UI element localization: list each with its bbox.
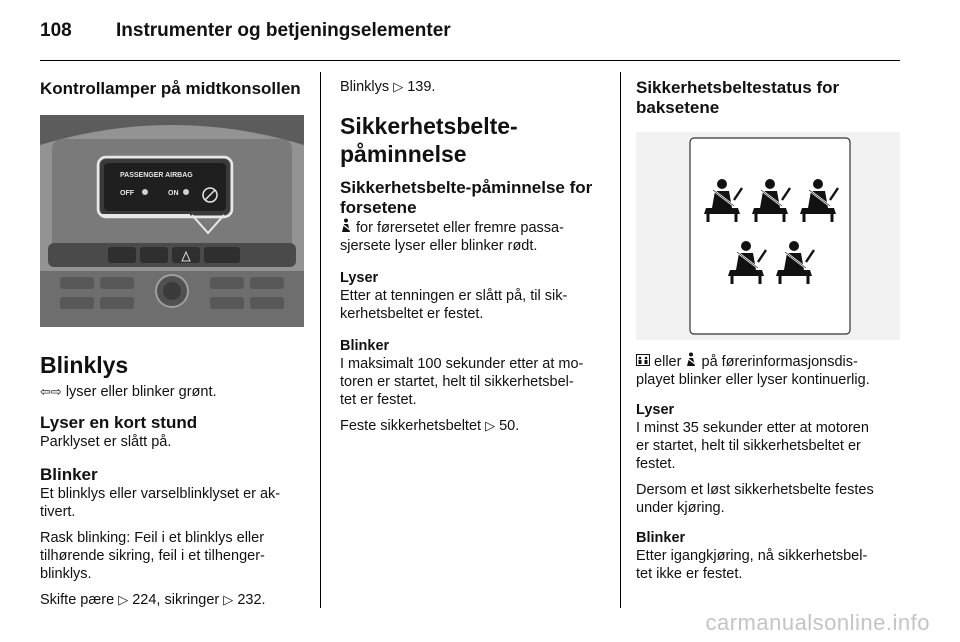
rask-line-3: blinklys. (40, 566, 92, 582)
panel-on-label: ON (168, 190, 179, 197)
lyser-line-2: er startet, helt til sikkerhetsbeltet er (636, 438, 861, 454)
seatbelt-icon (685, 352, 697, 371)
subheading-front-seats-line-2: forsetene (340, 198, 417, 217)
reference-arrow-icon[interactable]: ▷ (223, 592, 234, 607)
subheading-kort-stund: Lyser en kort stund (40, 413, 198, 432)
rask-line-1: Rask blinking: Feil i et blinklys eller (40, 530, 265, 546)
dersom-line-2: under kjøring. (636, 500, 725, 516)
subheading-front-seats-line-1: Sikkerhetsbelte-påminnelse for (340, 178, 593, 197)
page-title: Instrumenter og betjeningselementer (116, 20, 451, 41)
section-title-rear-status-line-1: Sikkerhetsbeltestatus for (636, 78, 840, 97)
rear-intro-line-1: eller på førerinformasjonsdis- (636, 352, 902, 371)
blinker-line-1: I maksimalt 100 sekunder etter at mo- (340, 356, 584, 372)
reference-arrow-icon[interactable]: ▷ (485, 418, 496, 433)
subheading-lyser: Lyser (340, 270, 379, 286)
blinker-line-2: tet ikke er festet. (636, 566, 743, 582)
section-title-blinklys: Blinklys (40, 352, 129, 378)
subheading-lyser: Lyser (636, 402, 675, 418)
column-right (636, 72, 902, 583)
lyser-line-1: Etter at tenningen er slått på, til sik- (340, 288, 568, 304)
reference-arrow-icon[interactable]: ▷ (118, 592, 129, 607)
lyser-line-2: kerhetsbeltet er festet. (340, 306, 484, 322)
front-intro-line-2: sjersete lyser eller blinker rødt. (340, 238, 538, 254)
rask-line-2: tilhørende sikring, feil i et tilhenger- (40, 548, 265, 564)
lyser-line-1: I minst 35 sekunder etter at motoren (636, 420, 869, 436)
section-title-rear-status-line-2: baksetene (636, 98, 720, 117)
header-rule (40, 60, 900, 61)
panel-off-label: OFF (120, 190, 134, 197)
blinker-line-2: toren er startet, helt til sikkerhetsbel- (340, 374, 574, 390)
blinker-text-line-2: tivert. (40, 504, 76, 520)
front-intro-line-1: for førersetet eller fremre passa- (340, 218, 608, 237)
blinker-line-1: Etter igangkjøring, nå sikkerhetsbel- (636, 548, 868, 564)
subheading-blinker: Blinker (340, 338, 390, 354)
seatbelt-icon (340, 218, 352, 237)
blinker-line-3: tet er festet. (340, 392, 417, 408)
rear-intro-line-2: playet blinker eller lyser kontinuerlig. (636, 372, 870, 388)
footer-watermark: carmanualsonline.info (705, 610, 930, 635)
dersom-line-1: Dersom et løst sikkerhetsbelte festes (636, 482, 874, 498)
feste-reference: Feste sikkerhetsbeltet ▷ 50. (340, 418, 520, 434)
subheading-blinker: Blinker (636, 530, 686, 546)
section-title-seatbelt-line-2: påminnelse (340, 141, 467, 167)
turn-signal-icon: ⇦⇨ (40, 384, 62, 399)
lyser-line-3: festet. (636, 456, 676, 472)
panel-airbag-label: PASSENGER AIRBAG (120, 172, 193, 179)
rear-seatbelt-display-illustration (636, 132, 900, 340)
rear-seatbelt-status-figure (636, 132, 900, 340)
kort-stund-text: Parklyset er slått på. (40, 434, 172, 450)
center-console-illustration (40, 115, 304, 327)
column-divider-1 (320, 72, 321, 608)
skifte-text: Skifte pære ▷ 224, sikringer ▷ 232. (40, 592, 266, 608)
page-number: 108 (40, 20, 72, 41)
blinklys-text: ⇦⇨ lyser eller blinker grønt. (40, 384, 217, 400)
column-divider-2 (620, 72, 621, 608)
reference-arrow-icon[interactable]: ▷ (393, 79, 404, 94)
blinker-text-line-1: Et blinklys eller varselblinklyset er ak- (40, 486, 281, 502)
column-left (40, 72, 304, 609)
rear-seatbelt-status-icon (636, 353, 650, 371)
subheading-blinker: Blinker (40, 465, 98, 484)
section-heading-center-console: Kontrollamper på midtkonsollen (40, 79, 301, 98)
column-middle (340, 72, 608, 435)
blinklys-reference: Blinklys ▷ 139. (340, 79, 436, 95)
section-title-seatbelt-line-1: Sikkerhetsbelte- (340, 113, 518, 139)
center-console-photo (40, 115, 304, 327)
